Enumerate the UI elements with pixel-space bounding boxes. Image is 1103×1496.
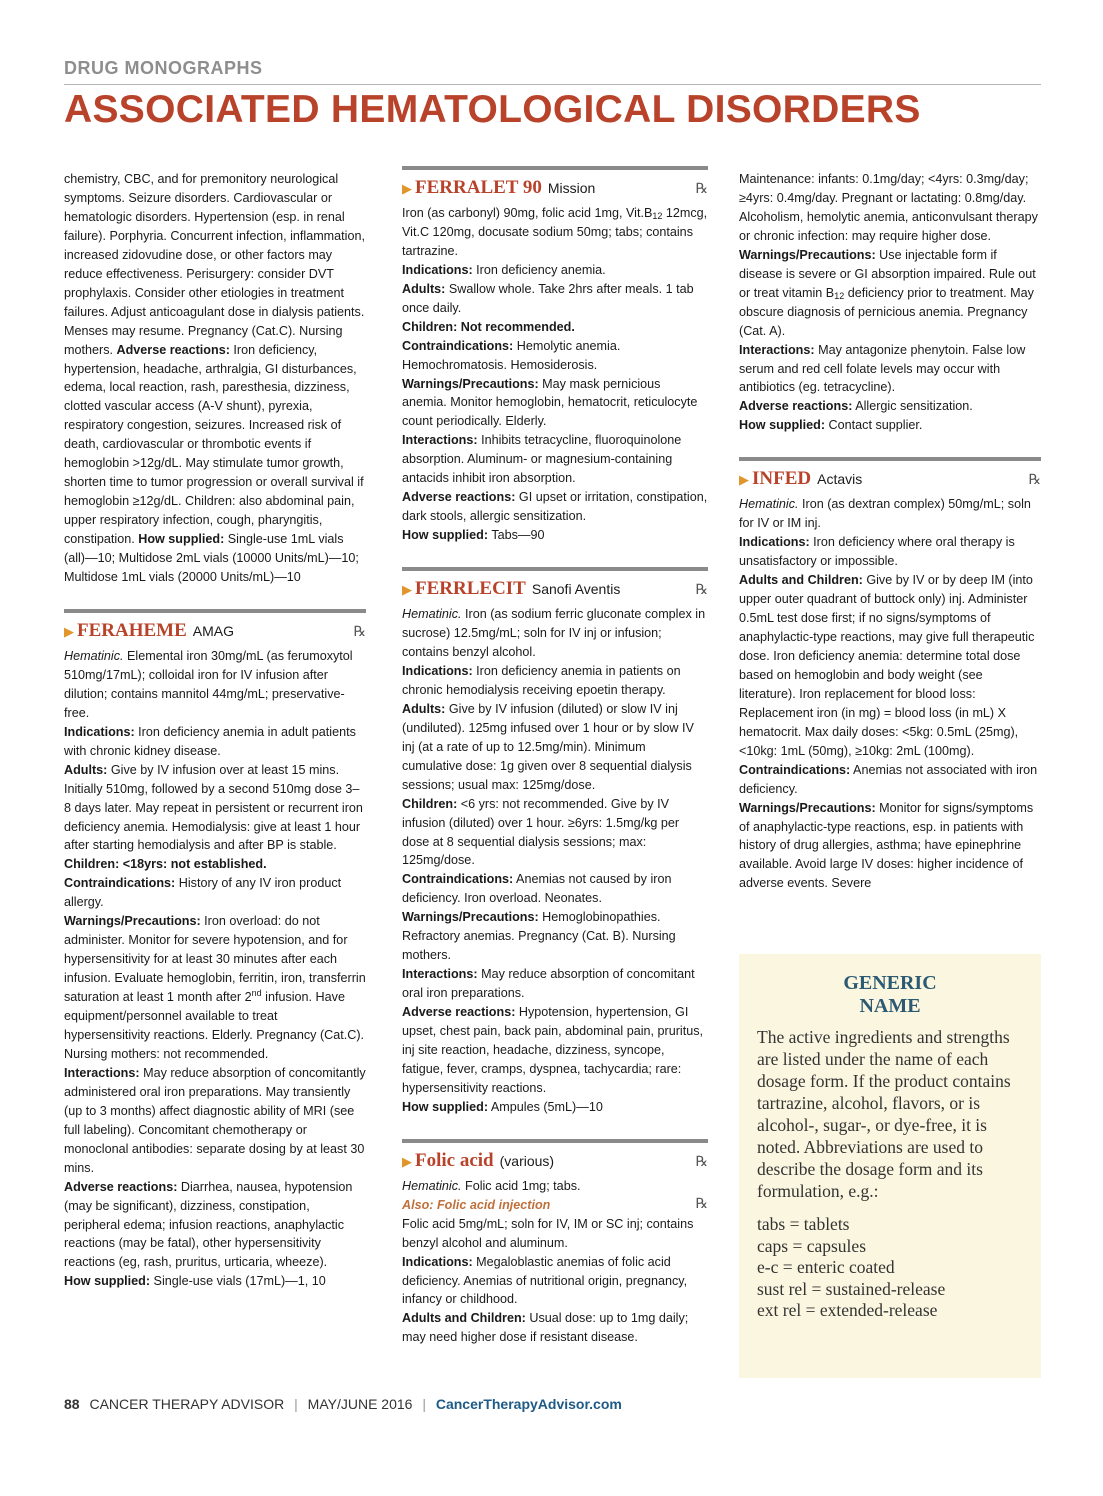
- adults-label: Adults and Children:: [739, 573, 863, 588]
- children-label: Children:: [402, 796, 458, 811]
- indications-label: Indications:: [64, 724, 135, 739]
- footer-separator: |: [422, 1396, 426, 1412]
- callout-title: [757, 972, 1023, 1018]
- manufacturer: (various): [499, 1152, 555, 1169]
- adults-label: Adults:: [64, 762, 108, 777]
- contraindications-label: Contraindications:: [739, 762, 851, 777]
- entry-body: [739, 495, 1041, 893]
- children-text: Children: <18yrs: not established.: [64, 857, 267, 872]
- manufacturer: Sanofi Aventis: [531, 581, 621, 598]
- also-form: Also: Folic acid injection: [402, 1197, 551, 1212]
- interactions-label: Interactions:: [402, 433, 478, 448]
- monograph-ferralet: [402, 166, 708, 545]
- manufacturer: Actavis: [817, 471, 863, 488]
- contraindications-label: Contraindications:: [64, 876, 176, 891]
- monograph-folic-acid: [402, 1139, 708, 1348]
- description-cont: 12mcg, Vit.C 120mg, docusate sodium 50mg; tabs; contains tartrazine.: [402, 205, 708, 258]
- adverse-text: Hypotension, hypertension, GI upset, chest pain, back pain, abdominal pain, pruritus, inj site reaction, headache, dizziness, syncope, fatigue, fever, cramps, dyspnea, tachycardia; rare: hypersensitivity reactions.: [402, 1005, 704, 1095]
- adverse-text: GI upset or irritation, constipation, dark stools, allergic sensitization.: [402, 490, 708, 524]
- page-title: ASSOCIATED HEMATOLOGICAL DISORDERS: [64, 88, 921, 131]
- supplied-text: Single-use 1mL vials (all)—10; Multidose 2mL vials (10000 Units/mL)—10; Multidose 1mL vials (20000 Units/mL)—10: [64, 532, 359, 585]
- indications-label: Indications:: [402, 663, 473, 678]
- warnings-text: Monitor for signs/symptoms of anaphylactic-type reactions, esp. in patients with history of drug allergies, asthma; have epinephrine available. Avoid large IV doses: higher incidence of adverse events. Severe: [739, 800, 1034, 891]
- adults-text: Usual dose: up to 1mg daily; may need higher dose if resistant disease.: [402, 1311, 689, 1345]
- drug-name: INFED: [752, 468, 812, 490]
- adverse-text: Diarrhea, nausea, hypotension (may be significant), dizziness, constipation, peripheral edema; infusion reactions, anaphylactic reactions (may be fatal), other hypersensitivity reactions (eg, rash, pruritus, urticaria, wheeze).: [64, 1179, 353, 1270]
- footer-separator: |: [294, 1396, 298, 1412]
- interactions-text: May reduce absorption of concomitant oral iron preparations.: [402, 967, 695, 1001]
- interactions-text: May reduce absorption of concomitantly administered oral iron preparations. May transiently (up to 3 months) affect diagnostic ability of MRI (see full labeling). Concomitant chemotherapy or monoclonal antibodies: separate dosing by at least 30 mins.: [64, 1065, 366, 1175]
- entry-body: [402, 1177, 708, 1348]
- triangle-bullet-icon: ▶: [739, 472, 749, 488]
- contraindications-label: Contraindications:: [402, 338, 514, 353]
- indications-text: Iron deficiency anemia in adult patients with chronic kidney disease.: [64, 724, 356, 758]
- callout-title-line-2: NAME: [859, 995, 921, 1017]
- entry-header: [64, 613, 366, 647]
- supplied-label: How supplied:: [64, 1274, 151, 1289]
- triangle-bullet-icon: ▶: [64, 623, 74, 639]
- interactions-label: Interactions:: [402, 967, 478, 982]
- description: Iron (as carbonyl) 90mg, folic acid 1mg, Vit.B: [402, 205, 653, 220]
- section-label: DRUG MONOGRAPHS: [64, 58, 263, 78]
- drug-class: Hematinic.: [402, 607, 462, 622]
- adults-text: Give by IV infusion over at least 15 mins. Initially 510mg, followed by a second 510mg dose 3–8 days later. May repeat in persistent or recurrent iron deficiency anemia. Hemodialysis: give at least 1 hour after starting hemodialysis and after BP is stable.: [64, 762, 363, 853]
- entry-body: [402, 204, 708, 545]
- supplied-text: Tabs—90: [488, 528, 545, 543]
- indications-text: Iron deficiency anemia.: [472, 262, 606, 277]
- abbreviation-item: ext rel = extended-release: [757, 1300, 938, 1320]
- warnings-text: Iron overload: do not administer. Monitor for severe hypotension, and for hypersensitivity for at least 30 minutes after each infusion. Evaluate hemoglobin, ferritin, iron, transferrin saturation at least 1 month after 2: [64, 914, 366, 1005]
- rx-icon: ℞: [695, 1196, 708, 1212]
- rx-icon: ℞: [695, 1154, 708, 1170]
- column-3: [739, 170, 1041, 893]
- issue-date: MAY/JUNE 2016: [307, 1396, 413, 1412]
- indications-label: Indications:: [739, 535, 810, 550]
- publication-name: CANCER THERAPY ADVISOR: [89, 1396, 285, 1412]
- adverse-label: Adverse reactions:: [64, 1179, 178, 1194]
- rx-icon: ℞: [695, 583, 708, 599]
- adults-text: Give by IV infusion (diluted) or slow IV inj (undiluted). 125mg infused over 1 hour or by slow IV inj (at a rate of up to 12.5mg/min). Minimum cumulative dose: 1g given over 8 sequential dialysis sessions; usual max: 125mg/dose.: [402, 701, 694, 792]
- warnings-text: Use injectable form if disease is severe or GI absorption impaired. Rule out or treat vitamin B: [739, 247, 1036, 300]
- abbreviation-item: caps = capsules: [757, 1235, 866, 1256]
- adverse-label: Adverse reactions:: [402, 1005, 516, 1020]
- abbreviation-item: sust rel = sustained-release: [757, 1278, 946, 1299]
- monograph-feraheme: [64, 609, 366, 1291]
- drug-name: Folic acid: [415, 1149, 494, 1171]
- interactions-label: Interactions:: [64, 1065, 140, 1080]
- interactions-label: Interactions:: [739, 342, 815, 357]
- indications-label: Indications:: [402, 1254, 473, 1269]
- supplied-text: Single-use vials (17mL)—1, 10: [150, 1274, 326, 1289]
- warnings-text-cont: deficiency prior to treatment. May obscure diagnosis of pernicious anemia. Pregnancy (Cat. A).: [739, 285, 1034, 338]
- children-text: <6 yrs: not recommended. Give by IV infusion (diluted) over 1 hour. ≥6yrs: 1.5mg/kg per dose at 8 sequential dialysis sessions; max: 125mg/dose.: [402, 796, 680, 868]
- supplied-label: How supplied:: [402, 528, 489, 543]
- triangle-bullet-icon: ▶: [402, 582, 412, 598]
- description: Folic acid 1mg; tabs.: [461, 1178, 581, 1193]
- drug-class: Hematinic.: [64, 648, 124, 663]
- adverse-label: Adverse reactions:: [116, 342, 230, 357]
- description: Elemental iron 30mg/mL (as ferumoxytol 510mg/17mL); colloidal iron for IV infusion after dilution; contains mannitol 44mg/mL; preservative-free.: [64, 648, 353, 720]
- warnings-text: Hemoglobinopathies. Refractory anemias. Pregnancy (Cat. B). Nursing mothers.: [402, 910, 676, 963]
- header-rule: [64, 84, 1041, 85]
- triangle-bullet-icon: ▶: [402, 1153, 412, 1169]
- indications-label: Indications:: [402, 262, 473, 277]
- interactions-text: Inhibits tetracycline, fluoroquinolone absorption. Aluminum- or magnesium-containing antacids inhibit iron absorption.: [402, 433, 682, 486]
- adults-text: Swallow whole. Take 2hrs after meals. 1 tab once daily.: [402, 281, 694, 315]
- warnings-label: Warnings/Precautions:: [402, 910, 539, 925]
- superscript: nd: [251, 988, 262, 999]
- adverse-text: Iron deficiency, hypertension, headache, arthralgia, GI disturbances, edema, local reaction, rash, paresthesia, dizziness, clotted vascular access (A-V shunt), pyrexia, respiratory congestion, seizures. Increased risk of death, cardiovascular or thrombotic events if hemoglobin >12g/dL. May stimulate tumor growth, shorten time to tumor progression or overall survival if hemoglobin ≥12g/dL. Children: also abdominal pain, upper respiratory infection, cough, pharyngitis, constipation.: [64, 342, 364, 547]
- drug-name: FERAHEME: [77, 619, 187, 641]
- interactions-text: May antagonize phenytoin. False low serum and red cell folate levels may occur with antibiotics (eg. tetracycline).: [739, 342, 1026, 395]
- contraindications-text: History of any IV iron product allergy.: [64, 876, 342, 910]
- injection-description: Folic acid 5mg/mL; soln for IV, IM or SC inj; contains benzyl alcohol and aluminum.: [402, 1216, 694, 1250]
- warnings-text-cont: infusion. Have equipment/personnel available to treat hypersensitivity reactions. Elderly. Pregnancy (Cat.C). Nursing mothers: not recommended.: [64, 990, 365, 1061]
- adverse-text: Allergic sensitization.: [852, 399, 973, 414]
- column-1: [64, 170, 366, 1291]
- entry-header: [739, 461, 1041, 495]
- warnings-label: Warnings/Precautions:: [402, 376, 539, 391]
- contraindications-text: Hemolytic anemia. Hemochromatosis. Hemosiderosis.: [402, 338, 621, 372]
- also-line: [402, 1196, 708, 1215]
- drug-name: FERRLECIT: [415, 578, 526, 600]
- entry-header: [402, 170, 708, 204]
- continued-text: [64, 170, 366, 587]
- supplied-label: How supplied:: [739, 418, 826, 433]
- drug-class: Hematinic.: [402, 1178, 462, 1193]
- manufacturer: Mission: [547, 180, 596, 196]
- indications-text: Iron deficiency where oral therapy is unsatisfactory or impossible.: [739, 535, 1015, 569]
- children-text: Children: Not recommended.: [402, 319, 575, 334]
- description: Iron (as dextran complex) 50mg/mL; soln for IV or IM inj.: [739, 497, 1031, 531]
- entry-header: [402, 571, 708, 605]
- adults-label: Adults:: [402, 701, 446, 716]
- supplied-label: How supplied:: [402, 1099, 489, 1114]
- entry-body: [402, 605, 708, 1117]
- warnings-text: May mask pernicious anemia. Monitor hemoglobin, hematocrit, reticulocyte count periodically. Elderly.: [402, 376, 698, 429]
- indications-text: Megaloblastic anemias of folic acid deficiency. Anemias of nutritional origin, pregnancy, infancy or childhood.: [402, 1254, 688, 1307]
- adults-label: Adults:: [402, 281, 446, 296]
- description: Iron (as sodium ferric gluconate complex in sucrose) 12.5mg/mL; soln for IV inj or infusion; contains benzyl alcohol.: [402, 607, 706, 659]
- rx-icon: ℞: [695, 182, 708, 197]
- indications-text: Iron deficiency anemia in patients on chronic hemodialysis receiving epoetin therapy.: [402, 663, 681, 697]
- contraindications-text: Anemias not associated with iron deficiency.: [739, 762, 1038, 796]
- supplied-text: Contact supplier.: [825, 418, 923, 433]
- triangle-bullet-icon: ▶: [402, 181, 412, 196]
- monograph-ferrlecit: [402, 567, 708, 1117]
- website-link[interactable]: CancerTherapyAdvisor.com: [435, 1396, 622, 1412]
- warnings-label: Warnings/Precautions:: [739, 800, 876, 815]
- generic-name-callout: [739, 954, 1041, 1378]
- callout-body: The active ingredients and strengths are listed under the name of each dosage form. If the product contains tartrazine, alcohol, flavors, or is alcohol-, sugar-, or dye-free, it is noted. Abbreviations are used to describe the dosage form and its formulation, e.g.:: [757, 1027, 1011, 1201]
- adverse-label: Adverse reactions:: [739, 399, 853, 414]
- page-footer: [64, 1396, 622, 1412]
- monograph-infed: [739, 457, 1041, 893]
- continued-paragraph: chemistry, CBC, and for premonitory neurological symptoms. Seizure disorders. Cardiovascular or hematologic disorders. Hypertension (esp. in renal failure). Porphyria. Concurrent infection, inflammation, increased zidovudine dose, or other factors may reduce effectiveness. Perisurgery: consider DVT prophylaxis. Consider other etiologies in treatment failures. Adjust anticoagulant dose in dialysis patients. Menses may resume. Pregnancy (Cat.C). Nursing mothers.: [64, 172, 365, 357]
- warnings-label: Warnings/Precautions:: [64, 914, 201, 929]
- subscript: 12: [652, 210, 663, 221]
- continued-paragraph: Maintenance: infants: 0.1mg/day; <4yrs: 0.3mg/day; ≥4yrs: 0.4mg/day. Pregnant or lactating: 0.8mg/day. Alcoholism, hemolytic anemia, anticonvulsant therapy or chronic infection: may require higher dose.: [739, 172, 1038, 243]
- column-2: [402, 166, 708, 1347]
- warnings-label: Warnings/Precautions:: [739, 247, 876, 262]
- supplied-text: Ampules (5mL)—10: [488, 1099, 603, 1114]
- drug-name: FERRALET 90: [415, 177, 542, 198]
- drug-class: Hematinic.: [739, 497, 799, 512]
- abbreviation-item: e-c = enteric coated: [757, 1257, 895, 1277]
- entry-header: [402, 1143, 708, 1177]
- abbreviation-item: tabs = tablets: [757, 1214, 850, 1234]
- callout-title-line-1: GENERIC: [843, 972, 937, 994]
- adults-text: Give by IV or by deep IM (into upper outer quadrant of buttock only) inj. Administer 0.5mL test dose first; if no signs/symptoms of anaphylactic-type reactions, may give full therapeutic dose. Iron deficiency anemia: determine total dose based on hemoglobin and body weight (see literature). Iron replacement for blood loss: Replacement iron (in mg) = blood loss (in mL) X hematocrit. Max daily doses: <5kg: 0.5mL (25mg), <10kg: 1mL (50mg), ≥10kg: 2mL (100mg).: [739, 573, 1035, 758]
- supplied-label: How supplied:: [138, 532, 225, 547]
- page-number: 88: [64, 1396, 80, 1412]
- manufacturer: AMAG: [192, 622, 235, 639]
- subscript: 12: [834, 290, 845, 301]
- contraindications-text: Anemias not caused by iron deficiency. Iron overload. Neonates.: [402, 872, 672, 906]
- rx-icon: ℞: [353, 624, 366, 640]
- adults-label: Adults and Children:: [402, 1311, 526, 1326]
- entry-body: [64, 647, 366, 1291]
- contraindications-label: Contraindications:: [402, 872, 514, 887]
- rx-icon: ℞: [1028, 473, 1041, 489]
- adverse-label: Adverse reactions:: [402, 490, 516, 505]
- continued-text: [739, 170, 1041, 435]
